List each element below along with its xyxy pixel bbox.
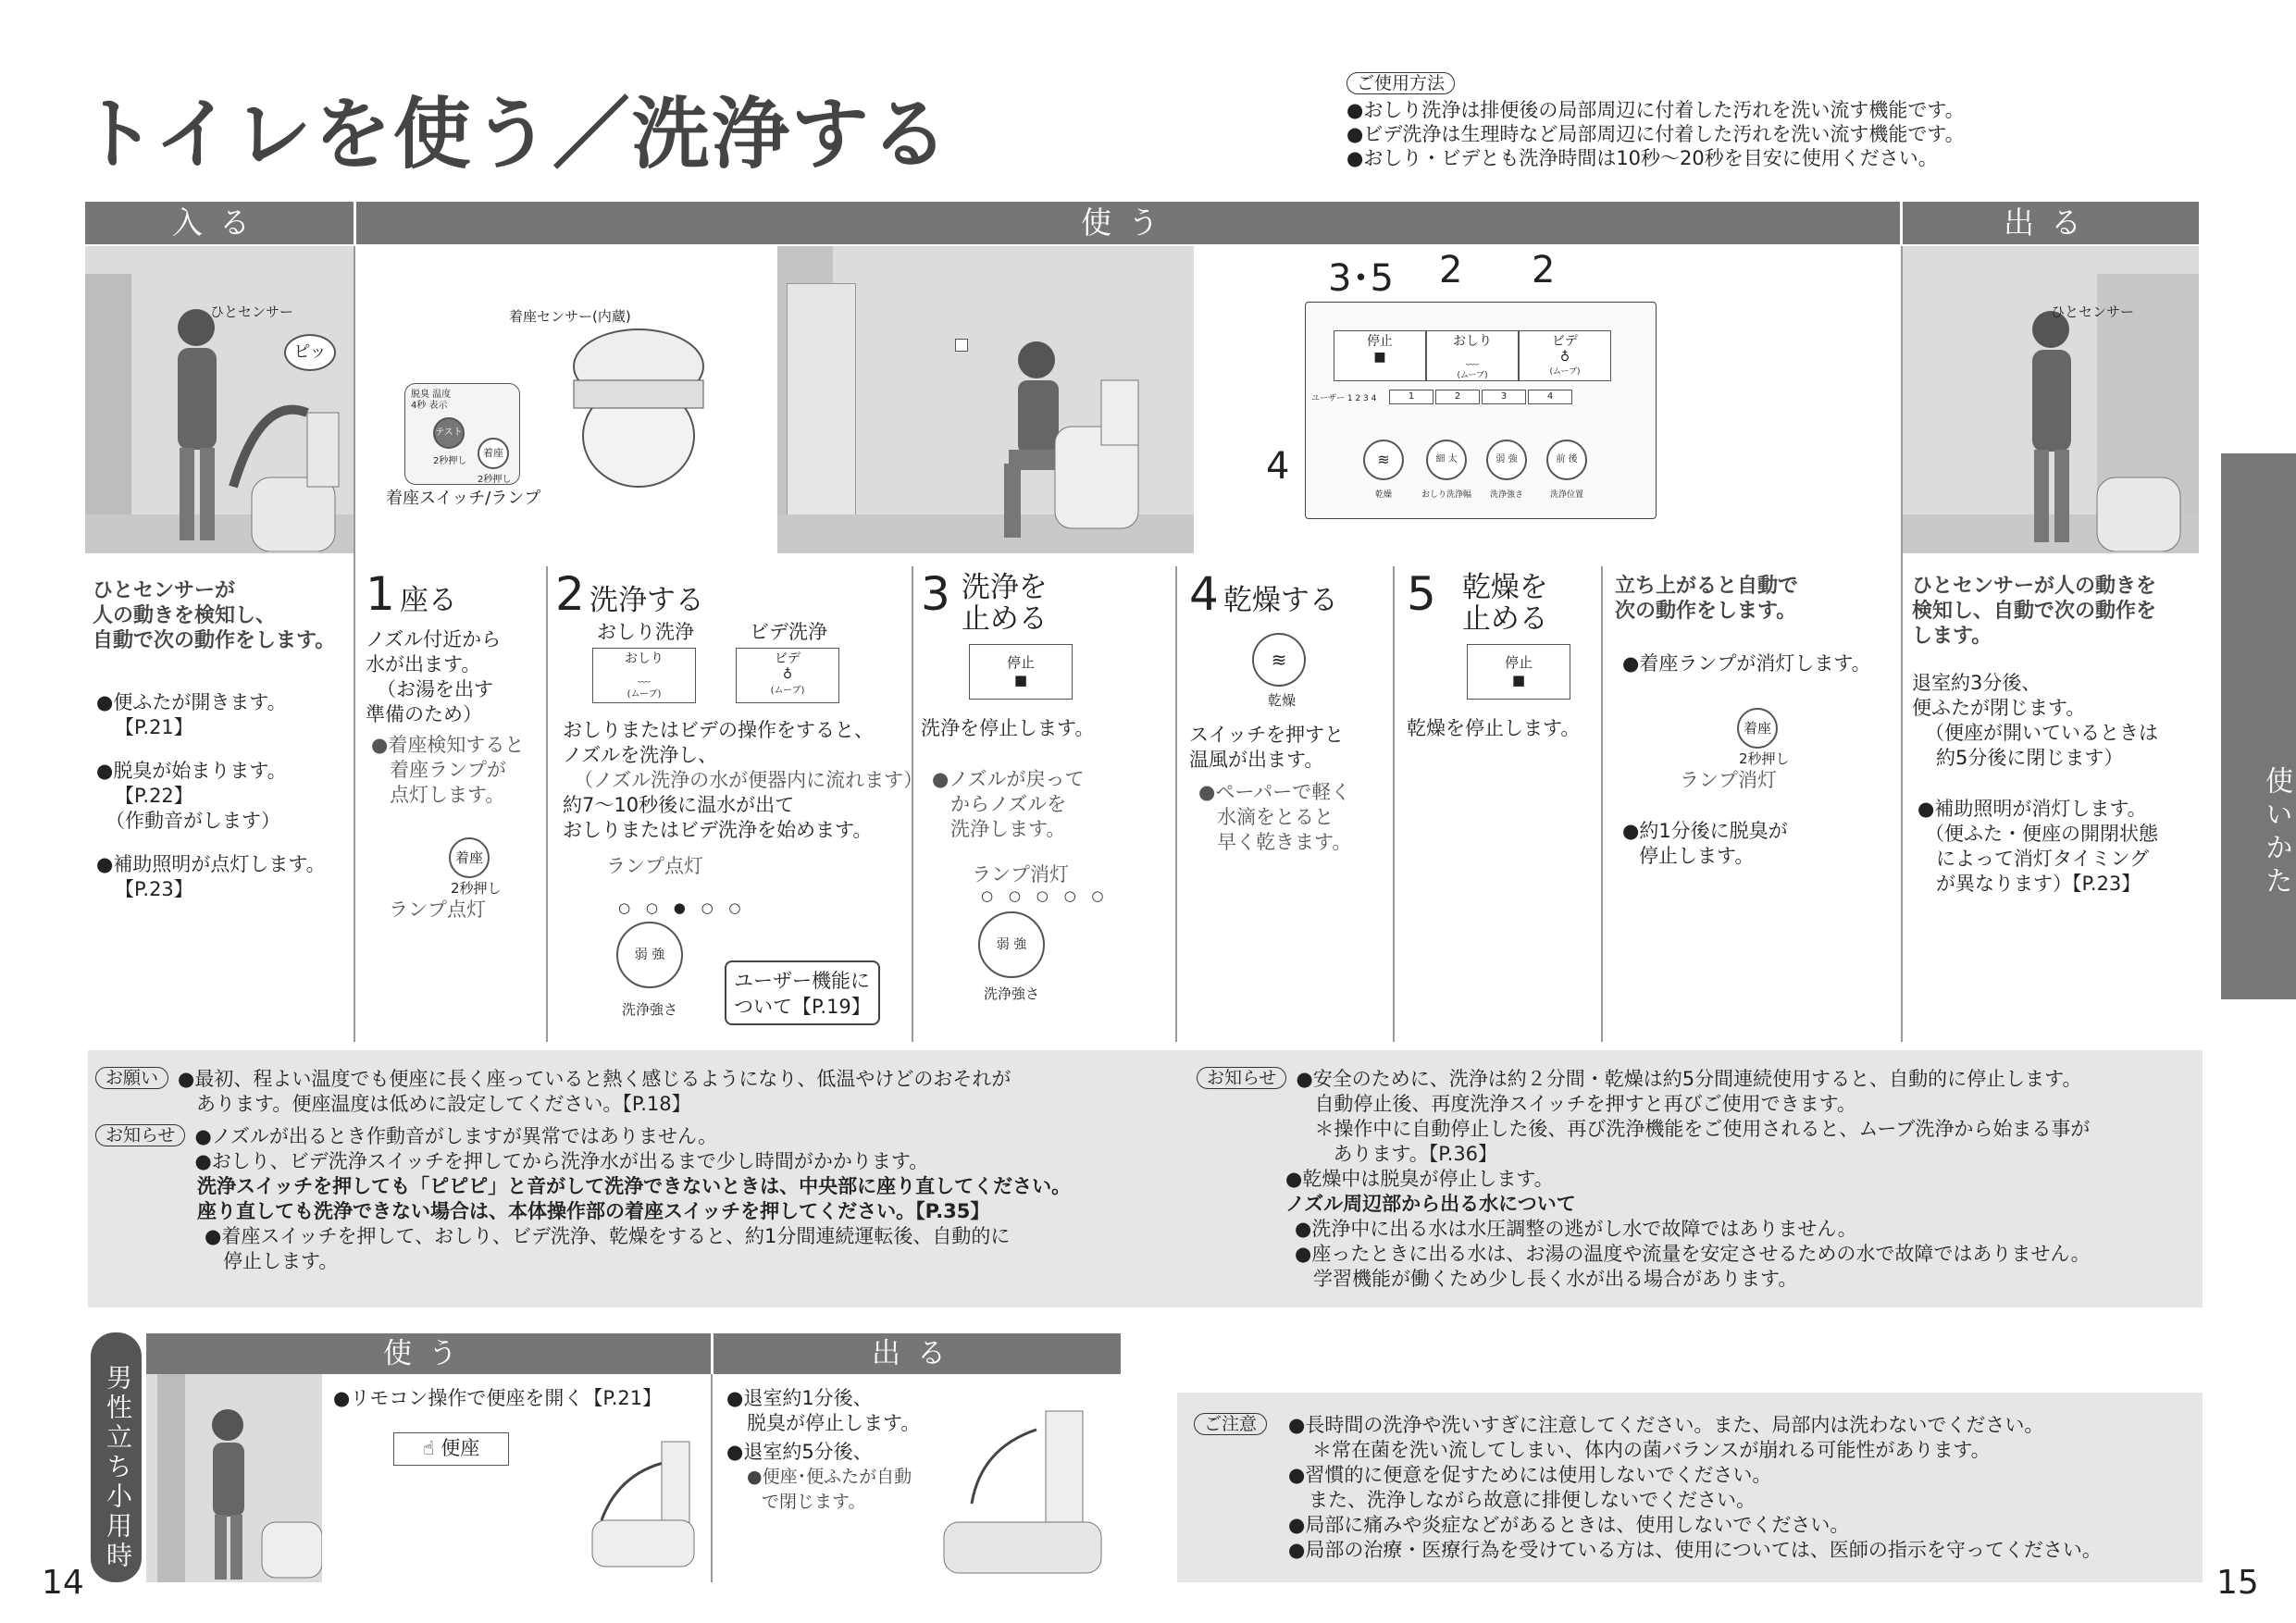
- usage-line: ●おしり洗浄は排便後の局部周辺に付着した汚れを洗い流す機能です。: [1347, 99, 1965, 121]
- usage-label: ご使用方法: [1347, 72, 1455, 94]
- bar-use: 使う: [356, 202, 1900, 244]
- seat-open-button: ☝ 便座: [393, 1432, 509, 1466]
- dry-button[interactable]: ≋: [1363, 440, 1404, 480]
- bidet-wash-icon: ビデ ♁ (ムーブ): [736, 648, 839, 703]
- user-button-2[interactable]: 2: [1435, 390, 1480, 404]
- male-use-text: ●リモコン操作で便座を開く【P.21】: [333, 1387, 663, 1409]
- width-button[interactable]: 細 太: [1426, 440, 1467, 480]
- switch-lamp-label: 着座スイッチ/ランプ: [386, 489, 541, 508]
- user-button-3[interactable]: 3: [1482, 390, 1526, 404]
- male-bar-exit: 出る: [714, 1333, 1121, 1374]
- person-leaving-illustration: [1930, 302, 2190, 551]
- notes-left: お願い ●最初、程よい温度でも便座に長く座っていると熱く感じるようになり、低温やけどのおそれが あります。便座温度は低めに設定してください。【P.18】 お知らせ ●ノズルが出るとき作動音がしますが異常ではありません。 ●おしり、ビデ洗浄スイッチを押してから洗浄水が出るまで少し時間がかかります。 洗浄スイッチを押しても「ピピピ」と音がして洗浄できないときは、中央部に座り直してください。 座り直しても洗浄できない場合は、本体操作部の着座スイッチを押してください。【P.35】 ●着座スイッチを押して、おしり、ビデ洗浄、乾燥をすると、約1分間連続運転後、自動的に 停止します。: [95, 1067, 1197, 1274]
- dry-button-icon: ≋: [1252, 633, 1306, 687]
- user-button-4[interactable]: 4: [1528, 390, 1572, 404]
- male-exit-text: ●退室約1分後、 脱臭が停止します。 ●退室約5分後、 ●便座･便ふたが自動 で閉じます。: [726, 1387, 921, 1512]
- oshiri-wash-icon: おしり ﹏ (ムーブ): [592, 648, 696, 703]
- exit-illustration: [1903, 246, 2199, 553]
- page-title: トイレを使う／洗浄する: [79, 89, 950, 180]
- seat-switch-icon: 着座: [449, 837, 490, 878]
- male-tab: 男性立ち小用時: [91, 1332, 142, 1582]
- sensor-label: ひとセンサー: [210, 304, 294, 320]
- marker-4: 4: [1266, 445, 1290, 488]
- bar-exit: 出る: [1903, 202, 2199, 244]
- seat-opening-illustration: [583, 1432, 708, 1571]
- person-sitting-illustration: [953, 334, 1157, 547]
- marker-2: 2: [1439, 249, 1463, 291]
- exit-sensor-label: ひとセンサー: [2051, 304, 2135, 320]
- mini-control-panel: 脱臭 温度 4秒 表示 テスト 2秒押し 着座 2秒押し: [404, 383, 520, 485]
- side-tab-usage: 使いかた: [2221, 453, 2296, 999]
- page-number-right: 15: [2216, 1564, 2259, 1602]
- position-button[interactable]: 前 後: [1546, 440, 1587, 480]
- bidet-button[interactable]: ビデ ♁ (ムーブ): [1519, 330, 1611, 381]
- user-label: ユーザー 1 2 3 4: [1311, 394, 1377, 403]
- page-number-left: 14: [42, 1564, 84, 1602]
- notes-right: お知らせ ●安全のために、洗浄は約２分間・乾燥は約5分間連続使用すると、自動的に停止します。 自動停止後、再度洗浄スイッチを押すと再びご使用できます。 ＊操作中に自動停止した後、再び洗浄機能をご使用されると、ムーブ洗浄から始まる事が あります。【P.36】 ●乾燥中は脱臭が停止します。 ノズル周辺部から出る水について ●洗浄中に出る水は水圧調整の逃がし水で故障ではありません。 ●座ったときに出る水は、お湯の温度や流量を安定させるための水で故障ではありません。 学習機能が働くため少し長く水が出る場合があります。: [1197, 1067, 2196, 1292]
- enter-column: ひとセンサーが 人の動きを検知し、 自動で次の動作をします。 ●便ふたが開きます。 【P.21】 ●脱臭が始まります。 【P.22】 （作動音がします） ●補助照明が点灯します。 【P.23】: [93, 579, 336, 900]
- test-button[interactable]: テスト: [433, 417, 465, 449]
- enter-illustration: [85, 246, 354, 553]
- stop-button[interactable]: 停止 ■: [1334, 330, 1426, 381]
- bar-enter: 入る: [85, 202, 354, 244]
- step-1: 1 座る ノズル付近から 水が出ます。 （お湯を出す 準備のため） ●着座検知すると 着座ランプが 点灯します。 着座 2秒押し ランプ点灯: [366, 567, 525, 921]
- stop-button-icon: 停止 ■: [969, 644, 1073, 700]
- pressure-knob-icon-2: 弱 強: [978, 911, 1045, 978]
- pressure-knob-icon: 弱 強: [616, 922, 683, 988]
- toilet-seat-illustration: [551, 325, 754, 491]
- remote-control: 停止 ■ おしり ﹏ (ムーブ) ビデ ♁ (ムーブ) ユーザー 1 2 3 4 1 2 3 4 ≋ 乾燥 細 太 おしり洗浄幅 弱 強 洗浄強さ 前 後 洗浄位置: [1305, 302, 1657, 519]
- notes-panel: [88, 1050, 2203, 1307]
- male-use-illustration: [146, 1374, 322, 1582]
- stop-dry-button-icon: 停止 ■: [1467, 644, 1570, 700]
- seat-switch-icon-2: 着座: [1737, 708, 1778, 749]
- marker-3-5: 3･5: [1328, 257, 1394, 300]
- marker-2b: 2: [1532, 249, 1556, 291]
- user-function-ref-box: ユーザー機能に ついて【P.19】: [725, 960, 880, 1025]
- pressure-button[interactable]: 弱 強: [1486, 440, 1527, 480]
- seat-sensor-illustration: [356, 246, 777, 553]
- caution-panel: ご注意 ●長時間の洗浄や洗いすぎに注意してください。また、局部内は洗わないでください。 ＊常在菌を洗い流してしまい、体内の菌バランスが崩れる可能性があります。 ●習慣的に便意を促すためには使用しないでください。 また、洗浄しながら故意に排便しないでください。 ●局部に痛みや炎症などがあるときは、使用しないでください。 ●局部の治療・医療行為を受けている方は、使用については、医師の指示を守ってください。: [1177, 1393, 2203, 1582]
- hand-icon: ☝: [422, 1437, 435, 1459]
- sitting-illustration: [777, 246, 1194, 553]
- step-2: 2 洗浄する おしり洗浄 ビデ洗浄 おしり ﹏ (ムーブ) ビデ ♁ (ムーブ) おしりまたはビデの操作をすると、 ノズルを洗浄し、 （ノズル洗浄の水が便器内に流れます） 約7～10秒後に温水が出て おしりまたはビデ洗浄を始めます。 ランプ点灯 ○ ○ ● ○ ○ 弱 強 洗浄強さ ユーザー機能に ついて【P.19】: [555, 572, 912, 616]
- step-3: 3 洗浄を 止める 停止 ■ 洗浄を停止します。 ●ノズルが戻って からノズルを 洗浄します。 ランプ消灯 ○ ○ ○ ○ ○ 弱 強 洗浄強さ: [921, 567, 1110, 1002]
- seat-switch-mini[interactable]: 着座: [478, 438, 509, 469]
- seat-closing-illustration: [935, 1393, 1120, 1578]
- remote-control-area: [1194, 246, 1900, 553]
- usage-block: [1347, 70, 1965, 170]
- exit-column: ひとセンサーが人の動きを 検知し、自動で次の動作を します。 退室約3分後、 便ふたが閉じます。 （便座が開いているときは 約5分後に閉じます） ●補助照明が消灯します。 （便ふた・便座の開閉状態 によって消灯タイミング が異なります）【P.23】: [1912, 575, 2158, 895]
- step-4: 4 乾燥する ≋ 乾燥 スイッチを押すと 温風が出ます。 ●ペーパーで軽く 水滴をとると 早く乾きます。: [1189, 567, 1352, 853]
- step-5: 5 乾燥を 止める 停止 ■ 乾燥を停止します。: [1407, 567, 1581, 739]
- male-bar-use: 使う: [146, 1333, 711, 1374]
- beep-bubble: ピッ: [284, 334, 336, 371]
- usage-line: ●ビデ洗浄は生理時など局部周辺に付着した汚れを洗い流す機能です。: [1347, 123, 1965, 145]
- stand-up-column: 立ち上がると自動で 次の動作をします。 ●着座ランプが消灯します。 着座 2秒押し ランプ消灯 ●約1分後に脱臭が 停止します。: [1615, 575, 1871, 867]
- usage-line: ●おしり・ビデとも洗浄時間は10秒～20秒を目安に使用ください。: [1347, 147, 1938, 169]
- user-button-1[interactable]: 1: [1389, 390, 1433, 404]
- oshiri-button[interactable]: おしり ﹏ (ムーブ): [1426, 330, 1519, 381]
- caution-label: ご注意: [1194, 1413, 1267, 1435]
- seat-sensor-label: 着座センサー(内蔵): [509, 308, 631, 325]
